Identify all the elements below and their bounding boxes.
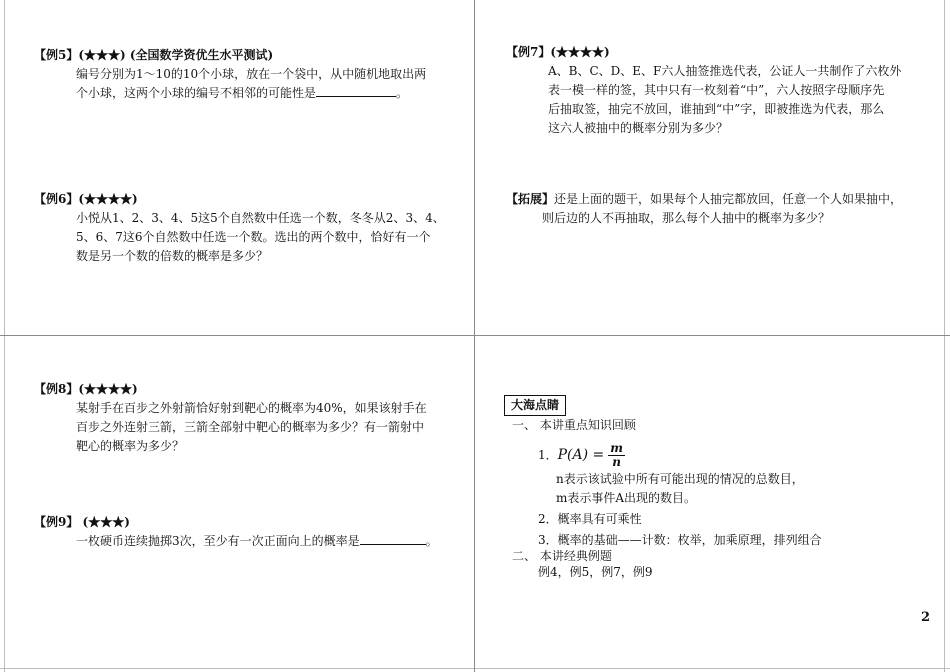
example-5-label: 【例5】(★★★) (全国数学资优生水平测试)	[34, 48, 274, 62]
extension	[506, 190, 902, 228]
example-8-line-2: 百步之外连射三箭，三箭全部射中靶心的概率为多少？有一箭射中	[76, 420, 425, 434]
example-8-label: 【例8】(★★★★)	[34, 382, 138, 396]
example-7-line-3: 后抽取签，抽完不放回，谁抽到“中”字，即被推选为代表，那么	[548, 102, 885, 116]
example-8-line-3: 靶心的概率为多少？	[76, 439, 185, 453]
extension-line-2: 则后边的人不再抽取，那么每个人抽中的概率为多少？	[542, 211, 831, 225]
example-5-text: 个小球，这两个小球的编号不相邻的可能性是	[76, 86, 317, 100]
example-6-label: 【例6】(★★★★)	[34, 192, 138, 206]
page-number: 2	[921, 610, 931, 625]
example-9-line-1	[34, 532, 438, 551]
example-9-tail: 。	[425, 534, 438, 548]
example-9-label: 【例9】 (★★★)	[34, 515, 130, 529]
summary-item-3: 3．概率的基础——计数：枚举，加乘原理，排列组合	[538, 533, 822, 547]
probability-formula	[538, 442, 625, 469]
example-9-text: 一枚硬币连续抛掷3次，至少有一次正面向上的概率是	[76, 534, 360, 548]
extension-text: 还是上面的题干，如果每个人抽完都放回，任意一个人如果抽中，	[554, 192, 903, 206]
example-6-line-2: 5、6、7这6个自然数中任选一个数。选出的两个数中，恰好有一个	[76, 230, 431, 244]
extension-line-1	[506, 190, 902, 209]
example-5-tail: 。	[396, 86, 409, 100]
summary-item-2: 2．概率具有可乘性	[538, 512, 642, 526]
summary-title: 大海点睛	[504, 395, 566, 416]
example-5-line-2	[34, 84, 426, 103]
summary-section-2: 二、 本讲经典例题	[512, 549, 612, 563]
page-edge-right	[944, 0, 945, 672]
summary-section-1: 一、 本讲重点知识回顾	[512, 418, 636, 432]
formula-item-number: 1．	[538, 448, 558, 462]
m-definition: m表示事件A出现的数目。	[556, 491, 697, 505]
answer-blank[interactable]	[360, 532, 426, 545]
example-7-label: 【例7】(★★★★)	[506, 45, 610, 59]
example-6-line-3: 数是另一个数的倍数的概率是多少？	[76, 249, 269, 263]
formula-fraction	[608, 442, 625, 469]
formula-numerator: m	[610, 441, 623, 455]
classic-examples-list: 例4，例5，例7，例9	[538, 565, 653, 579]
example-7-line-2: 表一模一样的签，其中只有一枚刻着“中”，六人按照字母顺序先	[548, 83, 885, 97]
vertical-divider	[474, 0, 475, 672]
example-5	[34, 46, 426, 103]
horizontal-divider	[0, 335, 950, 336]
example-7	[506, 43, 901, 138]
example-6-line-1: 小悦从1、2、3、4、5这5个自然数中任选一个数，冬冬从2、3、4、	[76, 211, 445, 225]
formula-denominator: n	[612, 455, 621, 469]
example-5-line-1: 编号分别为1～10的10个小球，放在一个袋中，从中随机地取出两	[76, 67, 427, 81]
page-edge-left	[4, 0, 5, 672]
example-8	[34, 380, 427, 456]
page-edge-bottom	[0, 668, 950, 669]
answer-blank[interactable]	[316, 84, 396, 97]
example-7-line-4: 这六人被抽中的概率分别为多少？	[548, 121, 729, 135]
example-9	[34, 513, 438, 551]
example-8-line-1: 某射手在百步之外射箭恰好射到靶心的概率为40%，如果该射手在	[76, 401, 427, 415]
formula-left-side: P(A) =	[557, 447, 605, 463]
extension-label: 【拓展】	[506, 192, 555, 206]
example-7-line-1: A、B、C、D、E、F六人抽签推选代表，公证人一共制作了六枚外	[548, 64, 902, 78]
example-6	[34, 190, 445, 266]
n-definition: n表示该试验中所有可能出现的情况的总数目，	[556, 472, 804, 486]
